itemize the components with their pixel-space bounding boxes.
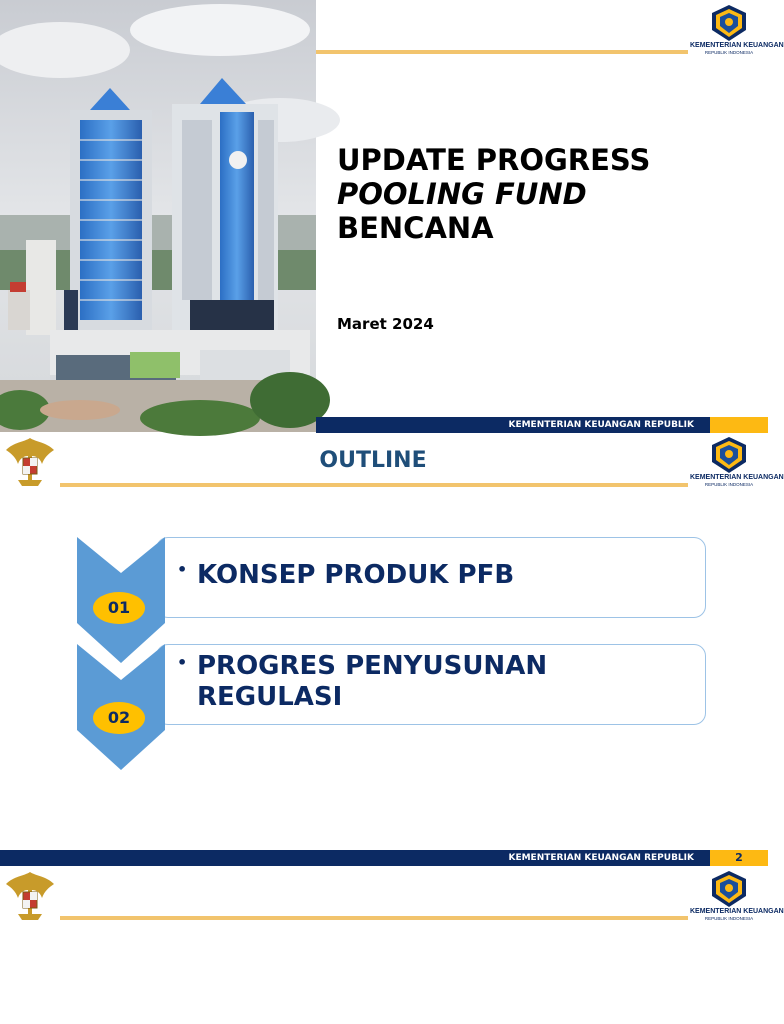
kemenkeu-logo [690,870,784,922]
top-accent-line [316,50,688,54]
title-line-3: BENCANA [337,211,494,245]
building-photo [0,0,316,432]
footer-bar [0,850,710,866]
outline-item-1-number: 01 [93,592,145,624]
garuda-emblem-icon [4,434,56,490]
footer-gold-box [710,417,768,433]
kemenkeu-logo-caption: KEMENTERIAN KEUANGAN [690,474,784,481]
bullet-icon: • [177,560,188,579]
page-number: 2 [710,850,768,866]
outline-item-1-label: KONSEP PRODUK PFB [197,560,515,590]
kemenkeu-logo-subcaption: REPUBLIK INDONESIA [704,916,754,921]
footer-text: KEMENTERIAN KEUANGAN REPUBLIK [508,420,694,430]
bullet-icon: • [177,653,188,672]
outline-slide [0,432,784,866]
kemenkeu-emblem-icon [709,436,749,474]
outline-item-2-label-line-1: PROGRES PENYUSUNAN [197,651,548,681]
date-label: Maret 2024 [337,315,434,333]
title-underline [60,483,688,487]
kemenkeu-logo [690,436,784,488]
title-slide [0,0,784,432]
slide-title: OUTLINE [319,448,427,473]
title-underline [60,916,688,920]
kemenkeu-emblem-icon [709,4,749,42]
kemenkeu-logo-caption: KEMENTERIAN KEUANGAN [690,908,784,915]
outline-item-2-box[interactable] [156,644,706,725]
footer-bar [316,417,710,433]
outline-item-2-number: 02 [93,702,145,734]
kemenkeu-logo [690,4,784,56]
kemenkeu-logo-caption: KEMENTERIAN KEUANGAN [690,42,784,49]
kemenkeu-logo-subcaption: REPUBLIK INDONESIA [704,50,754,55]
title-line-2: POOLING FUND [337,177,587,211]
garuda-emblem-icon [4,868,56,924]
kemenkeu-logo-subcaption: REPUBLIK INDONESIA [704,482,754,487]
footer-text: KEMENTERIAN KEUANGAN REPUBLIK [508,853,694,863]
outline-item-1-box[interactable] [156,537,706,618]
title-line-1: UPDATE PROGRESS [337,143,651,177]
kemenkeu-emblem-icon [709,870,749,908]
outline-item-2-label-line-2: REGULASI [197,682,343,712]
next-slide [0,866,784,1024]
